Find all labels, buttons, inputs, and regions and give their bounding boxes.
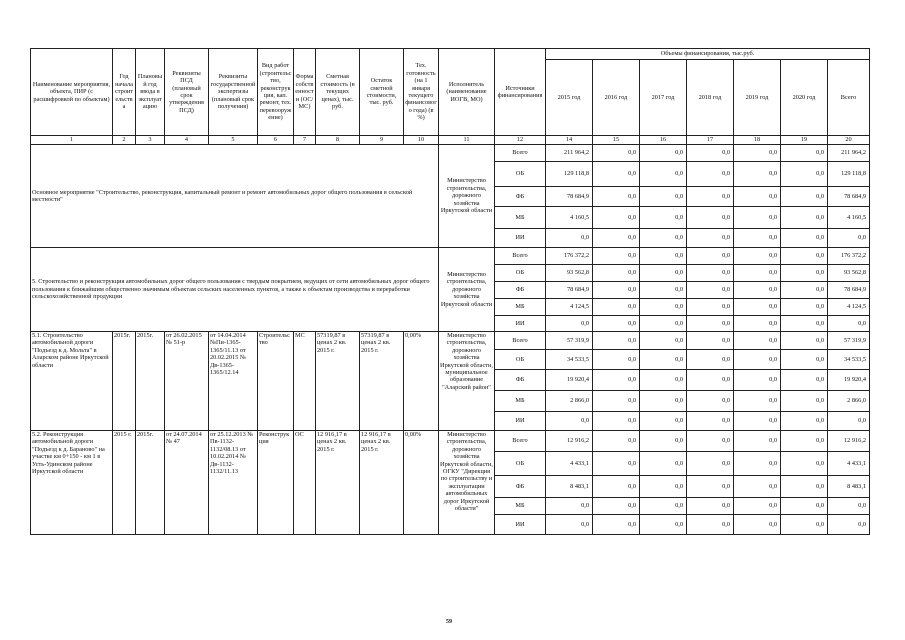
- remaining-cost: 12 916,17 в ценах 2 кв. 2015 г.: [360, 431, 404, 535]
- header-name: Наименование мероприятия, объекта, ПИР (с расшифровкой по объектам): [31, 49, 113, 136]
- plan-year: 2015г.: [136, 431, 165, 535]
- start-year: 2015 г.: [113, 431, 136, 535]
- value-year: 0,0: [593, 370, 640, 391]
- value-year: 0,0: [734, 391, 781, 412]
- value-total: 0,0: [828, 229, 870, 248]
- funding-source: ФБ: [495, 370, 546, 391]
- page-number: 59: [446, 619, 452, 625]
- column-number: 12: [495, 136, 546, 145]
- header-readiness: Тех. готовность (на 1 января текущего финансового года) (в %): [404, 49, 439, 136]
- value-year: 0,0: [640, 207, 687, 229]
- ownership: МС: [294, 332, 316, 431]
- header-2017: 2017 год: [640, 60, 687, 136]
- value-year: 0,0: [640, 332, 687, 350]
- value-year: 0,0: [687, 370, 734, 391]
- value-year: 0,0: [640, 370, 687, 391]
- value-total: 78 684,9: [828, 187, 870, 207]
- value-2015: 0,0: [546, 412, 593, 431]
- value-year: 0,0: [781, 431, 828, 452]
- funding-source: ОБ: [495, 265, 546, 282]
- expertise-details: от 14.04.2014 №Пи-1365-1365/11.13 от 20.02.2015 № Дв-1365-1365/12.14: [209, 332, 258, 431]
- value-2015: 0,0: [546, 515, 593, 535]
- object-name: 5.1. Строительство автомобильной дороги "Подъезд к д. Мольта" в Аларском районе Иркутской области: [31, 332, 113, 431]
- funding-source: Всего: [495, 431, 546, 452]
- column-number: 4: [165, 136, 209, 145]
- value-year: 0,0: [593, 316, 640, 332]
- value-year: 0,0: [781, 370, 828, 391]
- column-number: 14: [546, 136, 593, 145]
- funding-source: Всего: [495, 248, 546, 265]
- funding-source: МБ: [495, 391, 546, 412]
- column-number: 16: [640, 136, 687, 145]
- work-type: Строительство: [258, 332, 294, 431]
- header-executor: Исполнитель (наименование ИОГВ, МО): [439, 49, 495, 136]
- value-year: 0,0: [734, 515, 781, 535]
- value-year: 0,0: [593, 476, 640, 498]
- funding-source: ИИ: [495, 316, 546, 332]
- value-year: 0,0: [687, 316, 734, 332]
- header-ownership: Форма собственности (ОС/МС): [294, 49, 316, 136]
- funding-source: ФБ: [495, 476, 546, 498]
- funding-source: ФБ: [495, 282, 546, 299]
- value-year: 0,0: [640, 452, 687, 476]
- column-number: 10: [404, 136, 439, 145]
- value-year: 0,0: [593, 162, 640, 187]
- value-year: 0,0: [687, 431, 734, 452]
- header-2016: 2016 год: [593, 60, 640, 136]
- value-year: 0,0: [593, 299, 640, 316]
- value-2015: 0,0: [546, 229, 593, 248]
- column-number: 19: [781, 136, 828, 145]
- value-total: 12 916,2: [828, 431, 870, 452]
- value-2015: 19 920,4: [546, 370, 593, 391]
- value-year: 0,0: [593, 229, 640, 248]
- funding-source: МБ: [495, 299, 546, 316]
- value-year: 0,0: [734, 229, 781, 248]
- value-year: 0,0: [734, 187, 781, 207]
- column-number: 15: [593, 136, 640, 145]
- value-year: 0,0: [593, 498, 640, 515]
- value-year: 0,0: [640, 282, 687, 299]
- value-year: 0,0: [734, 431, 781, 452]
- value-year: 0,0: [593, 412, 640, 431]
- value-year: 0,0: [781, 412, 828, 431]
- value-year: 0,0: [687, 145, 734, 162]
- value-year: 0,0: [687, 162, 734, 187]
- value-year: 0,0: [593, 145, 640, 162]
- value-year: 0,0: [687, 412, 734, 431]
- financing-table: [30, 48, 870, 535]
- block-title: 5. Строительство и реконструкция автомобильных дорог общего пользования с твердым покрытием, ведущих от сети автомобильных дорог общего пользования к ближайшим общественно значимым объектам сельских населенных пунктов, а также к объектам производства и переработки сельскохозяйственной продукции: [31, 248, 439, 332]
- funding-source: Всего: [495, 332, 546, 350]
- table-row: [31, 248, 870, 265]
- value-year: 0,0: [781, 391, 828, 412]
- header-2019: 2019 год: [734, 60, 781, 136]
- column-number: 2: [113, 136, 136, 145]
- column-number: 7: [294, 136, 316, 145]
- value-year: 0,0: [640, 498, 687, 515]
- column-number: 9: [360, 136, 404, 145]
- estimated-cost: 12 916,17 в ценах 2 кв. 2015 г.: [316, 431, 360, 535]
- header-2018: 2018 год: [687, 60, 734, 136]
- value-year: 0,0: [640, 265, 687, 282]
- value-total: 211 964,2: [828, 145, 870, 162]
- header-psd: Реквизиты ПСД (плановый срок утверждения ПСД): [165, 49, 209, 136]
- executor: Министерство строительства, дорожного хозяйства Иркутской области: [439, 145, 495, 248]
- estimated-cost: 57319,87 в ценах 2 кв. 2015 г.: [316, 332, 360, 431]
- value-year: 0,0: [734, 162, 781, 187]
- value-year: 0,0: [593, 332, 640, 350]
- value-year: 0,0: [640, 412, 687, 431]
- value-year: 0,0: [781, 187, 828, 207]
- value-year: 0,0: [687, 265, 734, 282]
- value-year: 0,0: [640, 316, 687, 332]
- value-total: 8 483,1: [828, 476, 870, 498]
- value-2015: 93 562,8: [546, 265, 593, 282]
- value-year: 0,0: [734, 498, 781, 515]
- column-number: 6: [258, 136, 294, 145]
- table-row: [31, 145, 870, 162]
- header-source: Источники финансирования: [495, 49, 546, 136]
- executor: Министерство строительства, дорожного хозяйства Иркутской области: [439, 248, 495, 332]
- funding-source: ИИ: [495, 515, 546, 535]
- value-total: 93 562,8: [828, 265, 870, 282]
- header-rest: Остаток сметной стоимости, тыс. руб.: [360, 49, 404, 136]
- value-2015: 78 684,9: [546, 282, 593, 299]
- value-year: 0,0: [734, 248, 781, 265]
- header-plan-year: Плановый год ввода в эксплуатацию: [136, 49, 165, 136]
- value-year: 0,0: [781, 282, 828, 299]
- value-year: 0,0: [687, 248, 734, 265]
- header-cost: Сметная стоимость (в текущих ценах), тыс. руб.: [316, 49, 360, 136]
- value-2015: 129 118,8: [546, 162, 593, 187]
- value-2015: 78 684,9: [546, 187, 593, 207]
- header-start-year: Год начала строительства: [113, 49, 136, 136]
- value-year: 0,0: [640, 350, 687, 370]
- value-year: 0,0: [687, 452, 734, 476]
- value-year: 0,0: [781, 515, 828, 535]
- value-total: 0,0: [828, 316, 870, 332]
- value-year: 0,0: [593, 431, 640, 452]
- header-financing-group: Объемы финансирования, тыс.руб.: [546, 49, 870, 60]
- value-year: 0,0: [781, 229, 828, 248]
- block-title: Основное мероприятие "Строительство, реконструкция, капитальный ремонт и ремонт автомобильных дорог общего пользования в сельской местности": [31, 145, 439, 248]
- work-type: Реконструкция: [258, 431, 294, 535]
- value-year: 0,0: [734, 316, 781, 332]
- value-year: 0,0: [687, 391, 734, 412]
- value-2015: 57 319,9: [546, 332, 593, 350]
- value-total: 4 160,5: [828, 207, 870, 229]
- value-year: 0,0: [781, 162, 828, 187]
- value-2015: 4 433,1: [546, 452, 593, 476]
- column-number-row: [31, 136, 870, 145]
- value-year: 0,0: [734, 145, 781, 162]
- readiness: 0,00%: [404, 431, 439, 535]
- value-year: 0,0: [734, 207, 781, 229]
- value-year: 0,0: [781, 332, 828, 350]
- value-year: 0,0: [734, 299, 781, 316]
- value-year: 0,0: [687, 332, 734, 350]
- value-2015: 8 483,1: [546, 476, 593, 498]
- value-2015: 4 124,5: [546, 299, 593, 316]
- column-number: 20: [828, 136, 870, 145]
- value-year: 0,0: [593, 452, 640, 476]
- value-year: 0,0: [640, 187, 687, 207]
- value-year: 0,0: [640, 515, 687, 535]
- header-total: Всего: [828, 60, 870, 136]
- value-year: 0,0: [687, 282, 734, 299]
- header-work-type: Вид работ (строительство, реконструкция, кап. ремонт, тех. перевооружение): [258, 49, 294, 136]
- value-2015: 211 964,2: [546, 145, 593, 162]
- value-2015: 176 372,2: [546, 248, 593, 265]
- start-year: 2015г.: [113, 332, 136, 431]
- value-year: 0,0: [687, 476, 734, 498]
- value-year: 0,0: [640, 391, 687, 412]
- value-year: 0,0: [687, 207, 734, 229]
- value-2015: 12 916,2: [546, 431, 593, 452]
- funding-source: МБ: [495, 207, 546, 229]
- value-year: 0,0: [781, 248, 828, 265]
- funding-source: МБ: [495, 498, 546, 515]
- value-year: 0,0: [687, 350, 734, 370]
- value-year: 0,0: [734, 350, 781, 370]
- value-total: 57 319,9: [828, 332, 870, 350]
- value-year: 0,0: [593, 391, 640, 412]
- value-year: 0,0: [734, 452, 781, 476]
- value-year: 0,0: [734, 476, 781, 498]
- value-year: 0,0: [640, 162, 687, 187]
- value-total: 129 118,8: [828, 162, 870, 187]
- value-year: 0,0: [640, 431, 687, 452]
- value-year: 0,0: [687, 299, 734, 316]
- value-year: 0,0: [593, 187, 640, 207]
- value-year: 0,0: [781, 476, 828, 498]
- value-total: 176 372,2: [828, 248, 870, 265]
- value-year: 0,0: [781, 452, 828, 476]
- funding-source: ФБ: [495, 187, 546, 207]
- header-expertise: Реквизиты государственной экспертизы (плановый срок получения): [209, 49, 258, 136]
- executor: Министерство строительства, дорожного хозяйства Иркутской области, муниципальное образование "Аларский район": [439, 332, 495, 431]
- value-year: 0,0: [687, 515, 734, 535]
- column-number: 8: [316, 136, 360, 145]
- funding-source: ИИ: [495, 229, 546, 248]
- value-year: 0,0: [593, 350, 640, 370]
- value-year: 0,0: [640, 145, 687, 162]
- expertise-details: от 25.12.2013 № Пв-1132-1132/08.13 от 10.02.2014 № Дв-1132-1132/11.13: [209, 431, 258, 535]
- value-year: 0,0: [640, 229, 687, 248]
- value-total: 0,0: [828, 412, 870, 431]
- column-number: 3: [136, 136, 165, 145]
- header-2020: 2020 год: [781, 60, 828, 136]
- column-number: 1: [31, 136, 113, 145]
- value-year: 0,0: [593, 515, 640, 535]
- value-year: 0,0: [593, 207, 640, 229]
- value-total: 0,0: [828, 498, 870, 515]
- value-total: 4 124,5: [828, 299, 870, 316]
- value-year: 0,0: [593, 248, 640, 265]
- column-number: 18: [734, 136, 781, 145]
- value-year: 0,0: [640, 248, 687, 265]
- header-2015: 2015 год: [546, 60, 593, 136]
- value-year: 0,0: [781, 265, 828, 282]
- value-2015: 0,0: [546, 316, 593, 332]
- value-year: 0,0: [734, 370, 781, 391]
- value-2015: 34 533,5: [546, 350, 593, 370]
- column-number: 17: [687, 136, 734, 145]
- value-year: 0,0: [781, 145, 828, 162]
- funding-source: ИИ: [495, 412, 546, 431]
- funding-source: ОБ: [495, 350, 546, 370]
- readiness: 0,00%: [404, 332, 439, 431]
- value-year: 0,0: [734, 332, 781, 350]
- value-year: 0,0: [734, 412, 781, 431]
- funding-source: ОБ: [495, 162, 546, 187]
- psd-details: от 26.02.2015 № 51-р: [165, 332, 209, 431]
- object-name: 5.2. Реконструкция автомобильной дороги "Подъезд к д. Бараново" на участке км 0+150 - км 1 в Усть-Удинском районе Иркутской области: [31, 431, 113, 535]
- plan-year: 2015г.: [136, 332, 165, 431]
- value-2015: 2 866,0: [546, 391, 593, 412]
- value-year: 0,0: [781, 207, 828, 229]
- psd-details: от 24.07.2014 № 47: [165, 431, 209, 535]
- value-2015: 0,0: [546, 498, 593, 515]
- value-year: 0,0: [734, 282, 781, 299]
- value-total: 78 684,9: [828, 282, 870, 299]
- value-year: 0,0: [593, 282, 640, 299]
- funding-source: ОБ: [495, 452, 546, 476]
- funding-source: Всего: [495, 145, 546, 162]
- executor: Министерство строительства, дорожного хозяйства Иркутской области, ОГКУ "Дирекция по строительству и эксплуатации автомобильных дорог Иркутской области": [439, 431, 495, 535]
- value-total: 19 920,4: [828, 370, 870, 391]
- value-2015: 4 160,5: [546, 207, 593, 229]
- value-year: 0,0: [781, 299, 828, 316]
- column-number: 11: [439, 136, 495, 145]
- value-total: 0,0: [828, 515, 870, 535]
- remaining-cost: 57319,87 в ценах 2 кв. 2015 г.: [360, 332, 404, 431]
- value-year: 0,0: [781, 316, 828, 332]
- value-year: 0,0: [781, 498, 828, 515]
- value-year: 0,0: [781, 350, 828, 370]
- value-total: 4 433,1: [828, 452, 870, 476]
- value-year: 0,0: [687, 229, 734, 248]
- table-row: [31, 332, 870, 350]
- value-year: 0,0: [640, 299, 687, 316]
- value-year: 0,0: [640, 476, 687, 498]
- value-year: 0,0: [734, 265, 781, 282]
- ownership: ОС: [294, 431, 316, 535]
- value-total: 2 866,0: [828, 391, 870, 412]
- value-year: 0,0: [593, 265, 640, 282]
- table-row: [31, 431, 870, 452]
- value-total: 34 533,5: [828, 350, 870, 370]
- value-year: 0,0: [687, 187, 734, 207]
- value-year: 0,0: [687, 498, 734, 515]
- column-number: 5: [209, 136, 258, 145]
